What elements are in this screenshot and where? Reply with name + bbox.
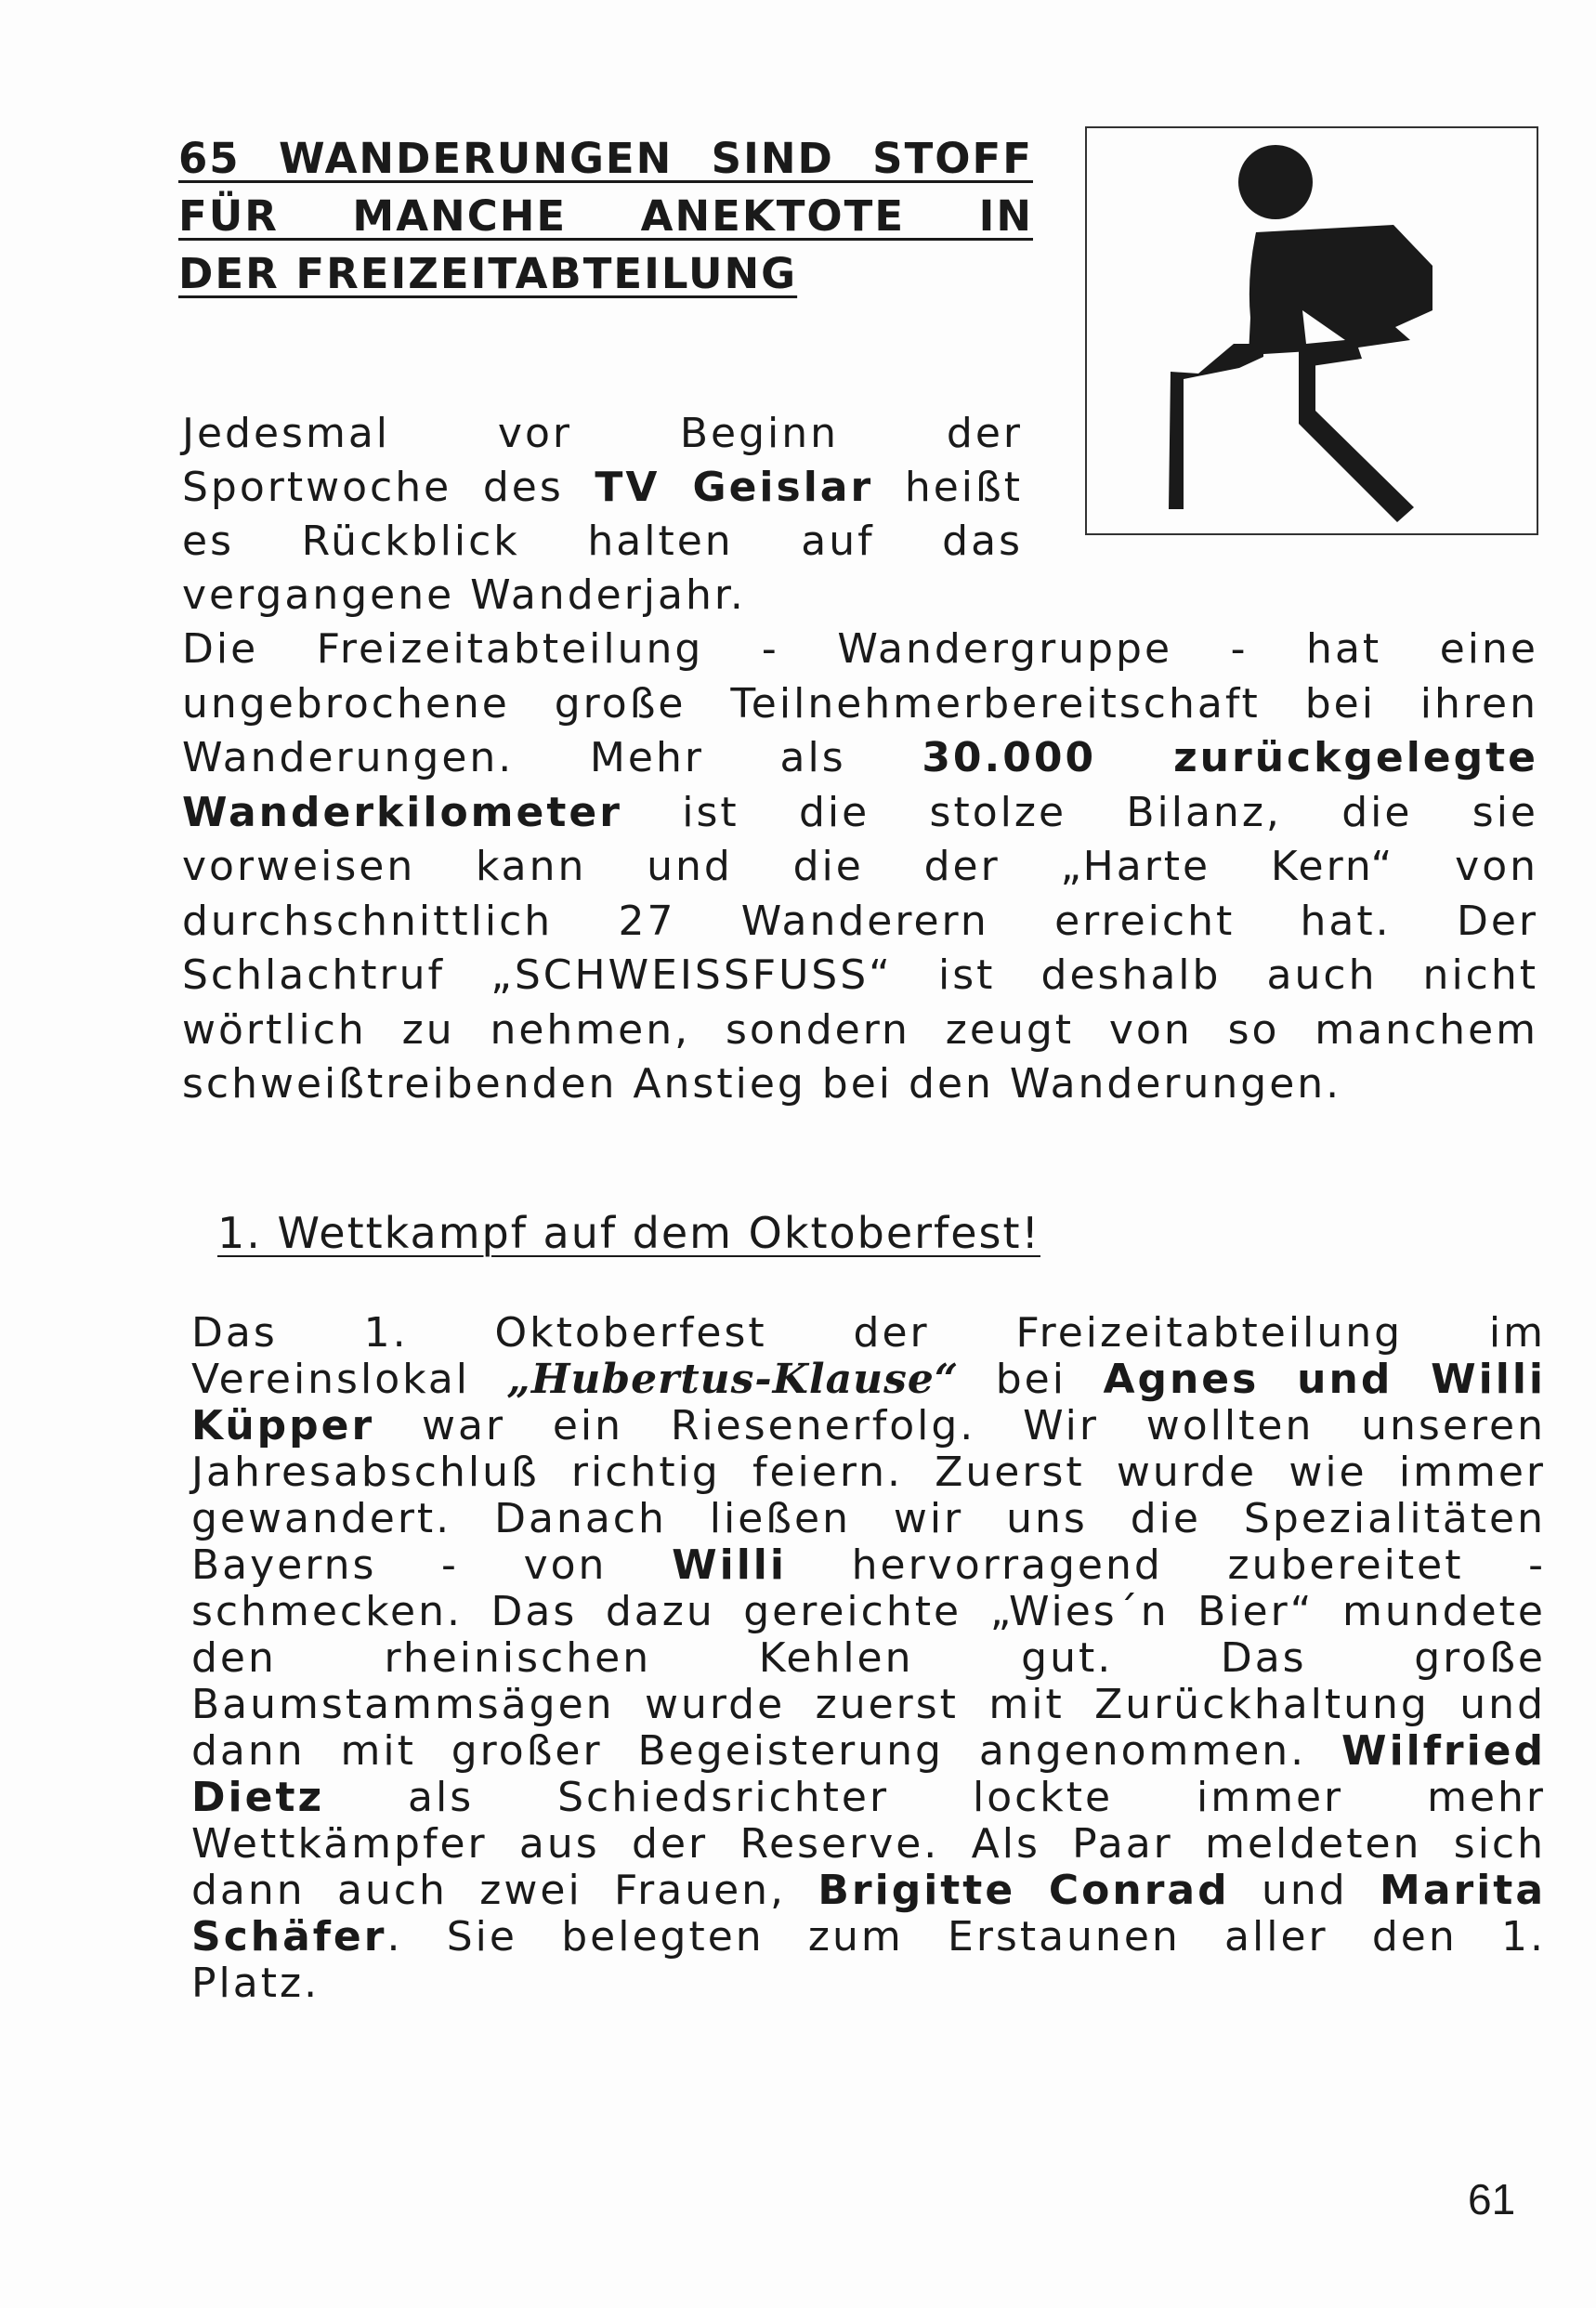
story-line	[191, 1728, 1546, 1775]
story-text: war ein Riesenerfolg. Wir wollten unseren	[374, 1402, 1546, 1449]
person-name: Küpper	[191, 1402, 375, 1449]
main-line	[182, 786, 1538, 841]
main-paragraph	[182, 623, 1538, 1112]
club-name: TV Geislar	[595, 464, 874, 511]
main-line: Die Freizeitabteilung - Wandergruppe - hat eine	[182, 625, 1538, 673]
story-text: und	[1229, 1867, 1380, 1914]
story-line	[191, 1542, 1546, 1589]
headline-line-2: FÜR MANCHE ANEKTOTE IN	[178, 191, 1033, 241]
person-name: Wilfried	[1341, 1727, 1546, 1775]
headline	[178, 130, 1033, 303]
person-name: Willi	[672, 1541, 787, 1589]
story-text: hervorragend zubereitet -	[786, 1541, 1546, 1589]
story-text: Vereinslokal	[191, 1356, 507, 1403]
story-text: dann mit großer Begeisterung angenommen.	[191, 1727, 1342, 1775]
venue-name: „Hubertus-Klause“	[506, 1356, 960, 1403]
story-text: Bayerns - von	[191, 1541, 673, 1589]
intro-line: vergangene Wanderjahr.	[182, 571, 746, 619]
story-line: gewandert. Danach ließen wir uns die Spezialitäten	[191, 1495, 1546, 1542]
story-line: Jahresabschluß richtig feiern. Zuerst wurde wie immer	[191, 1449, 1546, 1496]
story-text: dann auch zwei Frauen,	[191, 1867, 818, 1914]
story-line	[191, 1868, 1546, 1914]
story-text: . Sie belegten zum Erstaunen aller den 1.	[386, 1913, 1546, 1960]
main-line: wörtlich zu nehmen, sondern zeugt von so manchem	[182, 1005, 1538, 1054]
main-line: vorweisen kann und die der „Harte Kern“ von	[182, 843, 1538, 890]
story-text: bei	[959, 1356, 1104, 1403]
story-line	[191, 1357, 1546, 1403]
headline-line-3: DER FREIZEITABTEILUNG	[178, 249, 798, 298]
story-line: den rheinischen Kehlen gut. Das große	[191, 1634, 1546, 1682]
distance-highlight: 30.000 zurückgelegte	[922, 734, 1539, 781]
story-line: Das 1. Oktoberfest der Freizeitabteilung im	[191, 1309, 1546, 1357]
person-name: Marita	[1380, 1867, 1547, 1914]
intro-line: Jedesmal vor Beginn der	[182, 410, 1023, 457]
headline-line-1: 65 WANDERUNGEN SIND STOFF	[178, 134, 1033, 183]
main-text: Wanderungen. Mehr als	[182, 734, 922, 781]
main-text: ist die stolze Bilanz, die sie	[621, 788, 1538, 836]
main-line: Schlachtruf „SCHWEISSFUSS“ ist deshalb auch nicht	[182, 951, 1538, 999]
main-line: ungebrochene große Teilnehmerbereitschaft bei ihren	[182, 679, 1538, 728]
story-line: Platz.	[191, 1960, 321, 2007]
intro-text: Sportwoche des	[182, 464, 595, 511]
pictogram-frame	[1085, 126, 1538, 535]
story-line	[191, 1775, 1546, 1821]
story-line: Wettkämpfer aus der Reserve. Als Paar meldeten sich	[191, 1820, 1546, 1868]
person-name: Agnes und Willi	[1103, 1356, 1546, 1403]
main-line: schweißtreibenden Anstieg bei den Wanderungen.	[182, 1060, 1342, 1108]
main-line	[182, 731, 1538, 786]
page-number: 61	[1468, 2175, 1516, 2223]
story-text: als Schiedsrichter lockte immer mehr	[324, 1774, 1546, 1821]
section-heading: 1. Wettkampf auf dem Oktoberfest!	[217, 1208, 1040, 1258]
story-paragraph	[191, 1310, 1546, 2007]
person-name: Dietz	[191, 1774, 325, 1821]
person-name: Brigitte Conrad	[818, 1867, 1230, 1914]
hiker-pictogram-icon	[1087, 128, 1540, 537]
story-line: schmecken. Das dazu gereichte „Wies´n Bier“ mundete	[191, 1588, 1546, 1635]
story-line: Baumstammsägen wurde zuerst mit Zurückhaltung und	[191, 1681, 1546, 1728]
intro-line	[182, 461, 1023, 515]
intro-line: es Rückblick halten auf das	[182, 518, 1023, 565]
story-line	[191, 1403, 1546, 1449]
intro-text: heißt	[873, 464, 1023, 511]
story-line	[191, 1914, 1546, 1960]
person-name: Schäfer	[191, 1913, 387, 1960]
main-line: durchschnittlich 27 Wanderern erreicht hat. Der	[182, 897, 1538, 945]
intro-paragraph	[182, 407, 1023, 623]
distance-highlight: Wanderkilometer	[182, 788, 622, 836]
